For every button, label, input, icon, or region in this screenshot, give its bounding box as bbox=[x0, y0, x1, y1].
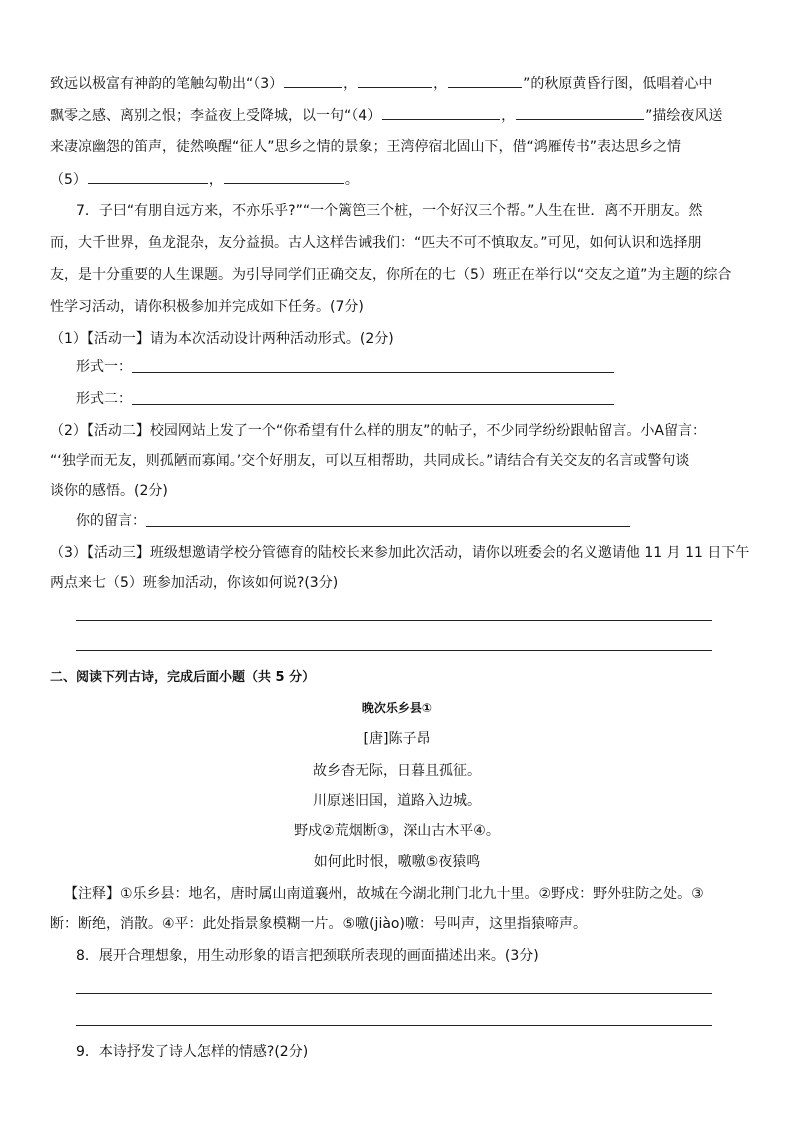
q7-paragraph-2: 而，大千世界，鱼龙混杂，友分益损。古人这样告诫我们：“匹夫不可不慎取友。”可见，如何认识和选择朋 bbox=[50, 235, 702, 251]
q7-subquestion-2-line-3: 谈你的感悟。(2分) bbox=[50, 483, 168, 499]
answer-line[interactable] bbox=[76, 620, 712, 621]
answer-line[interactable] bbox=[76, 650, 712, 651]
q7-paragraph-1: 7．子曰“有朋自远方来，不亦乐乎?”“一个篱笆三个桩，一个好汉三个帮。”人生在世．离不开朋友。然 bbox=[76, 203, 703, 219]
poem-author: [唐]陈子昂 bbox=[363, 731, 431, 747]
q7-subquestion-1: （1）【活动一】请为本次活动设计两种活动形式。(2分) bbox=[50, 331, 394, 347]
section-heading: 二、阅读下列古诗，完成后面小题（共 5 分） bbox=[50, 670, 316, 685]
answer-blank[interactable] bbox=[284, 73, 342, 88]
form-two-label: 形式二： bbox=[76, 391, 132, 407]
q7-paragraph-4: 性学习活动，请你积极参加并完成如下任务。(7分) bbox=[50, 299, 364, 315]
q7-subquestion-3-line-1: （3）【活动三】班级想邀请学校分管德育的陆校长来参加此次活动，请你以班委会的名义邀请他 11 月 11 日下午 bbox=[50, 545, 750, 561]
poem-notes-line-1: 【注释】①乐乡县：地名，唐时属山南道襄州，故城在今湖北荆门北九十里。②野戍：野外驻防之处。③ bbox=[64, 886, 704, 902]
q7-subquestion-3-line-2: 两点来七（5）班参加活动，你该如何说?(3分) bbox=[50, 575, 339, 591]
poem-line: 如何此时恨，噭噭⑤夜猿鸣 bbox=[313, 854, 481, 870]
question-9: 9．本诗抒发了诗人怎样的情感?(2分) bbox=[76, 1044, 309, 1060]
poem-line: 故乡杳无际，日暮且孤征。 bbox=[313, 763, 481, 779]
q7-paragraph-3: 友，是十分重要的人生课题。为引导同学们正确交友，你所在的七（5）班正在举行以“交友之道”为主题的综合 bbox=[50, 267, 732, 283]
q6-line-2: 飘零之感、离别之恨；李益夜上受降城，以一句“（4） ， ”描绘夜风送 bbox=[50, 105, 722, 126]
answer-line[interactable] bbox=[76, 1025, 712, 1026]
poem-line: 川原迷旧国，道路入边城。 bbox=[313, 793, 481, 809]
answer-blank[interactable] bbox=[382, 105, 500, 120]
question-8: 8．展开合理想象，用生动形象的语言把颈联所表现的画面描述出来。(3分) bbox=[76, 948, 539, 964]
q7-subquestion-2-line-1: （2）【活动二】校园网站上发了一个“你希望有什么样的朋友”的帖子，不少同学纷纷跟帖留言。小A留言： bbox=[50, 423, 706, 439]
q6-line-1: 致远以极富有神韵的笔触勾勒出“（3） ， ， ”的秋原黄昏行图，低唱着心中 bbox=[50, 73, 712, 94]
message-label: 你的留言： bbox=[76, 513, 146, 529]
q6-line-4: （5） ， 。 bbox=[50, 169, 359, 190]
form-one-label: 形式一： bbox=[76, 359, 132, 375]
form-one-answer-line[interactable] bbox=[132, 372, 614, 373]
poem-line: 野戍②荒烟断③，深山古木平④。 bbox=[294, 823, 500, 839]
answer-blank[interactable] bbox=[358, 73, 432, 88]
q6-line-3: 来凄凉幽怨的笛声，徒然唤醒“征人”思乡之情的景象；王湾停宿北固山下，借“鸿雁传书”表达思乡之情 bbox=[50, 139, 682, 155]
poem-title: 晚次乐乡县① bbox=[361, 701, 433, 715]
message-answer-line[interactable] bbox=[146, 526, 630, 527]
answer-blank[interactable] bbox=[516, 105, 644, 120]
answer-blank[interactable] bbox=[448, 73, 522, 88]
q7-subquestion-2-line-2: “‘独学而无友，则孤陋而寡闻。’交个好朋友，可以互相帮助，共同成长。”请结合有关交友的名言或警句谈 bbox=[50, 453, 690, 469]
form-two-answer-line[interactable] bbox=[132, 404, 614, 405]
answer-line[interactable] bbox=[76, 993, 712, 994]
answer-blank[interactable] bbox=[88, 169, 208, 184]
answer-blank[interactable] bbox=[224, 169, 344, 184]
poem-notes-line-2: 断：断绝，消散。④平：此处指景象模糊一片。⑤噭(jiào)噭：号叫声，这里指猿啼声。 bbox=[50, 916, 587, 932]
